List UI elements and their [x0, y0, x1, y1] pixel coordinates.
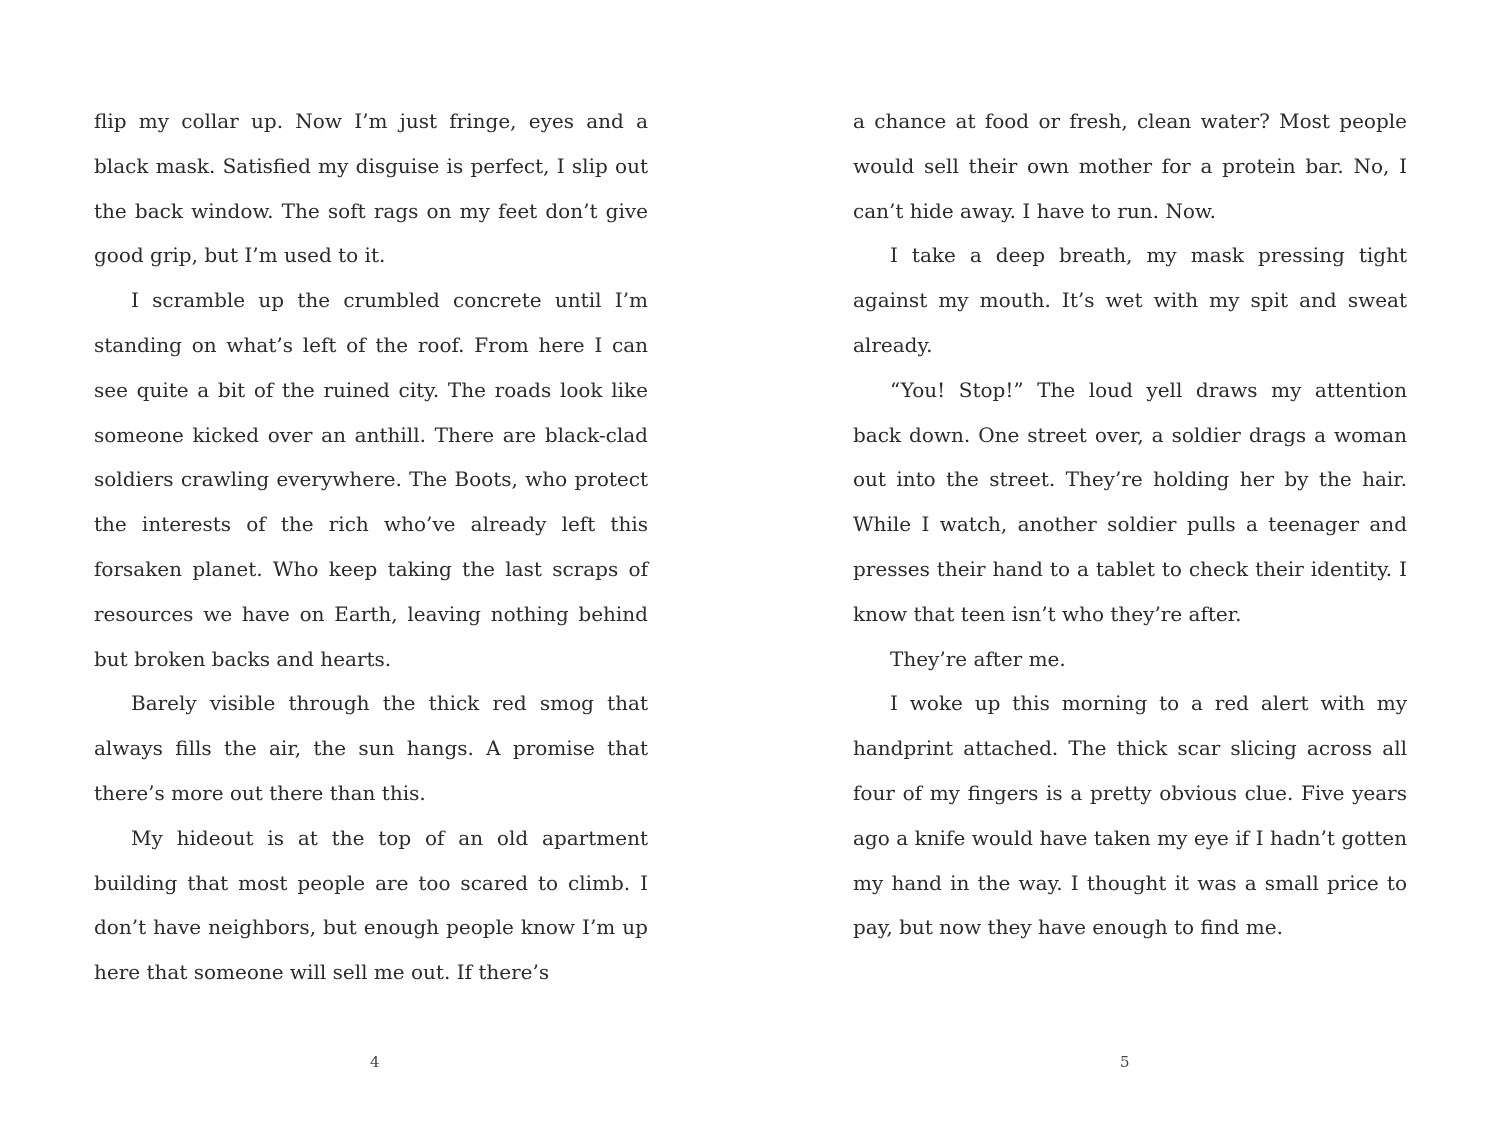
right-page	[750, 0, 1500, 1125]
paragraph: “You! Stop!” The loud yell draws my attention back down. One street over, a soldier drags a woman out into the street. They’re holding her by the hair. While I watch, another soldier pulls a teenager and presses their hand to a tablet to check their identity. I know that teen isn’t who they’re after.	[853, 377, 1407, 626]
page-number: 4	[369, 1053, 381, 1071]
paragraph: I take a deep breath, my mask pressing tight against my mouth. It’s wet with my spit and sweat already.	[853, 243, 1407, 357]
paragraph: I scramble up the crumbled concrete until I’m standing on what’s left of the roof. From here I can see quite a bit of the ruined city. The roads look like someone kicked over an anthill. There are black-clad soldiers crawling everywhere. The Boots, who protect the interests of the rich who’ve already left this forsaken planet. Who keep taking the last scraps of resources we have on Earth, leaving nothing behind but broken backs and hearts.	[94, 288, 648, 671]
paragraph: My hideout is at the top of an old apartment building that most people are too scared to climb. I don’t have neighbors, but enough people know I’m up here that someone will sell me out. If there’s	[94, 825, 648, 985]
left-page-text	[94, 99, 648, 995]
paragraph: flip my collar up. Now I’m just fringe, eyes and a black mask. Satisfied my disguise is perfect, I slip out the back window. The soft rags on my feet don’t give good grip, but I’m used to it.	[94, 109, 648, 268]
paragraph: a chance at food or fresh, clean water? Most people would sell their own mother for a protein bar. No, I can’t hide away. I have to run. Now.	[853, 109, 1407, 223]
right-page-text	[853, 99, 1407, 950]
paragraph: Barely visible through the thick red smog that always fills the air, the sun hangs. A promise that there’s more out there than this.	[94, 691, 648, 805]
page-number: 5	[1119, 1053, 1131, 1071]
paragraph: They’re after me.	[890, 646, 1066, 671]
paragraph: I woke up this morning to a red alert with my handprint attached. The thick scar slicing across all four of my fingers is a pretty obvious clue. Five years ago a knife would have taken my eye if I hadn’t gotten my hand in the way. I thought it was a small price to pay, but now they have enough to find me.	[853, 691, 1407, 940]
